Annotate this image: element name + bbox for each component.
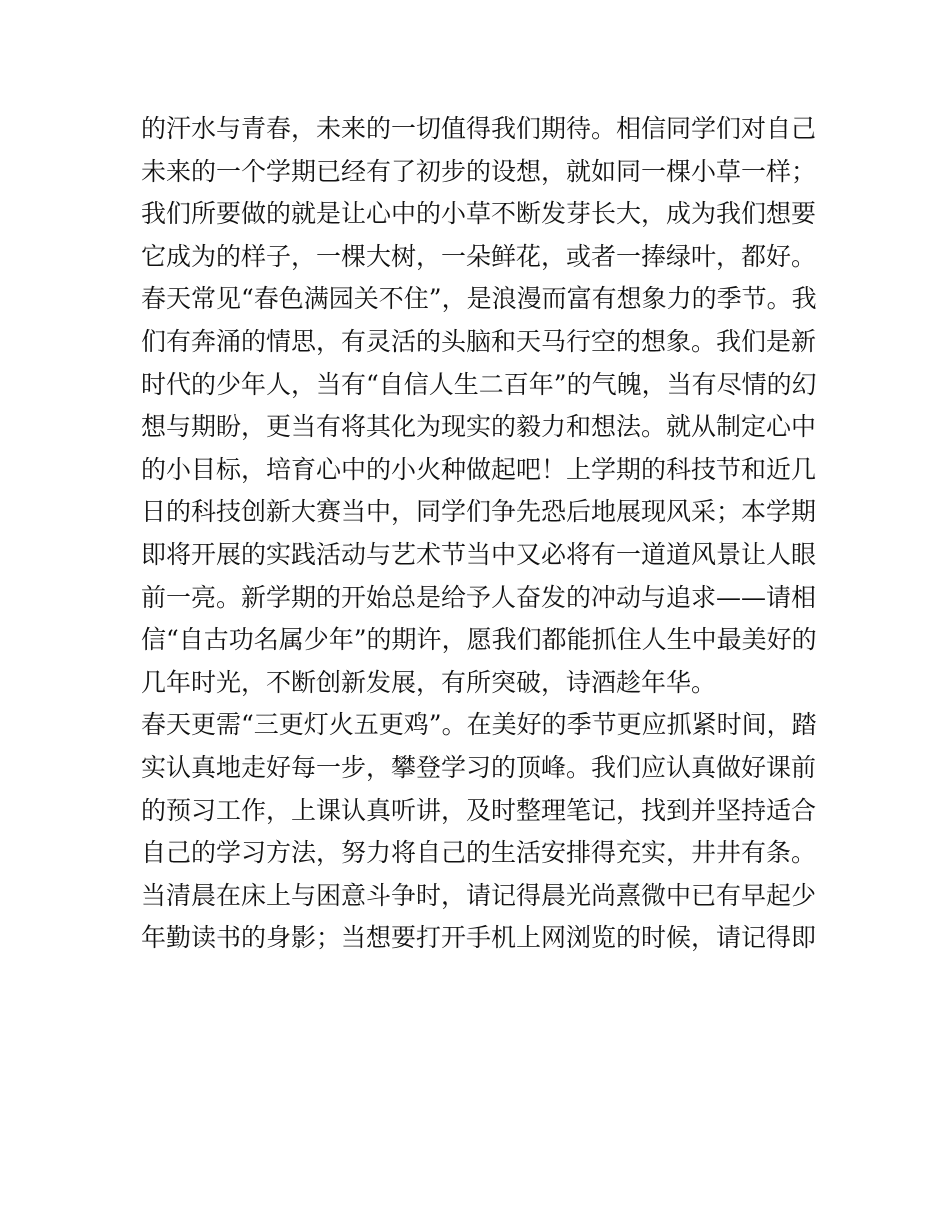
text-line: 几年时光，不断创新发展，有所突破，诗酒趁年华。: [141, 667, 717, 697]
text-line: 前一亮。新学期的开始总是给予人奋发的冲动与追求——请相: [141, 582, 817, 612]
text-line: 的预习工作，上课认真听讲，及时整理笔记，找到并坚持适合: [141, 795, 817, 825]
text-line: 的汗水与青春，未来的一切值得我们期待。相信同学们对自己: [141, 114, 817, 143]
body-text: [141, 108, 817, 960]
text-line: 自己的学习方法，努力将自己的生活安排得充实，井井有条。: [141, 838, 817, 868]
text-line: 未来的一个学期已经有了初步的设想，就如同一棵小草一样；: [141, 156, 817, 186]
text-line: 信“自古功名属少年”的期许，愿我们都能抓住人生中最美好的: [141, 625, 817, 655]
text-line: 年勤读书的身影；当想要打开手机上网浏览的时候，请记得即: [141, 923, 817, 953]
text-line: 它成为的样子，一棵大树，一朵鲜花，或者一捧绿叶，都好。: [141, 241, 817, 271]
text-line: 即将开展的实践活动与艺术节当中又必将有一道道风景让人眼: [141, 539, 817, 569]
text-line: 春天更需“三更灯火五更鸡”。在美好的季节更应抓紧时间，踏: [141, 710, 817, 740]
text-line: 实认真地走好每一步，攀登学习的顶峰。我们应认真做好课前: [141, 752, 817, 782]
text-line: 们有奔涌的情思，有灵活的头脑和天马行空的想象。我们是新: [141, 326, 817, 356]
text-line: 时代的少年人，当有“自信人生二百年”的气魄，当有尽情的幻: [141, 369, 817, 399]
text-line: 我们所要做的就是让心中的小草不断发芽长大，成为我们想要: [141, 199, 817, 229]
text-line: 想与期盼，更当有将其化为现实的毅力和想法。就从制定心中: [141, 412, 817, 442]
text-line: 春天常见“春色满园关不住”，是浪漫而富有想象力的季节。我: [141, 284, 817, 314]
text-line: 日的科技创新大赛当中，同学们争先恐后地展现风采；本学期: [141, 497, 817, 527]
text-line: 当清晨在床上与困意斗争时，请记得晨光尚熹微中已有早起少: [141, 880, 817, 910]
text-line: 的小目标，培育心中的小火种做起吧！上学期的科技节和近几: [141, 454, 817, 484]
